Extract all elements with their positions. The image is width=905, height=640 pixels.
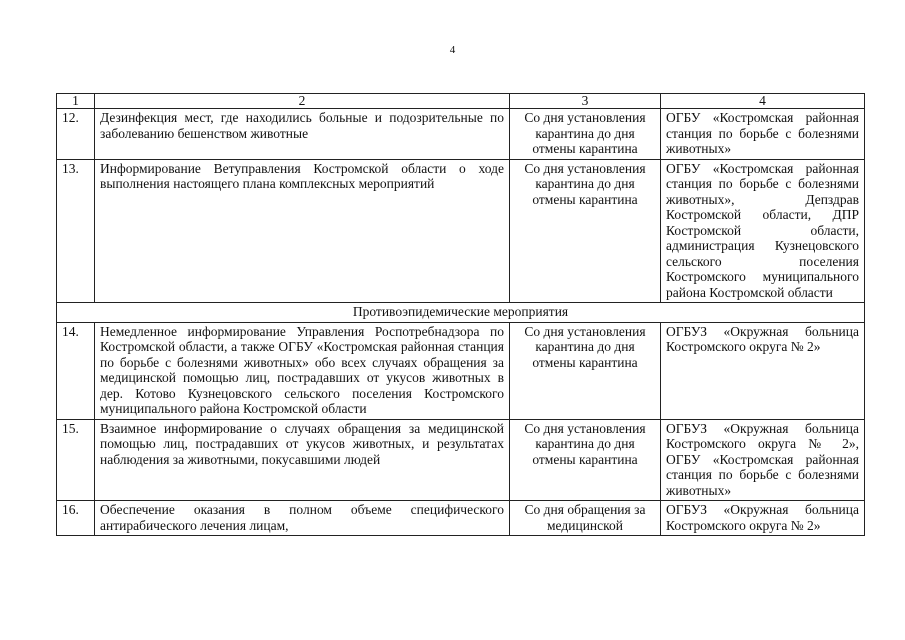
header-col-1: 1	[57, 94, 95, 109]
row-number: 12.	[57, 109, 95, 160]
row-description: Информирование Ветуправления Костромской области о ходе выполнения настоящего плана комплексных мероприятий	[95, 159, 510, 303]
row-responsible: ОГБУ «Костромская районная станция по борьбе с болезнями животных»	[661, 109, 865, 160]
table-row	[57, 322, 865, 419]
page-number: 4	[449, 44, 456, 56]
row-description: Немедленное информирование Управления Роспотребнадзора по Костромской области, а также ОГБУ «Костромская районная станция по борьбе с болезнями животных» обо всех случаях обращения за медицинской помощью лиц, пострадавших от укусов животных в дер. Котово Кузнецовского сельского поселения Костромского муниципального района Костромской области	[95, 322, 510, 419]
row-term: Со дня установления карантина до дня отмены карантина	[510, 159, 661, 303]
row-term: Со дня установления карантина до дня отмены карантина	[510, 109, 661, 160]
section-row	[57, 303, 865, 323]
row-number: 15.	[57, 419, 95, 501]
header-col-4: 4	[661, 94, 865, 109]
table-row	[57, 501, 865, 536]
row-responsible: ОГБУЗ «Окружная больница Костромского округа № 2», ОГБУ «Костромская районная станция по борьбе с болезнями животных»	[661, 419, 865, 501]
table-header-row	[57, 94, 865, 109]
table-row	[57, 159, 865, 303]
measures-table	[56, 93, 865, 536]
row-description: Взаимное информирование о случаях обращения за медицинской помощью лиц, пострадавших от укусов животных, и результатах наблюдения за животными, покусавшими людей	[95, 419, 510, 501]
row-term: Со дня обращения за медицинской	[510, 501, 661, 536]
row-term: Со дня установления карантина до дня отмены карантина	[510, 419, 661, 501]
table-row	[57, 419, 865, 501]
header-col-2: 2	[95, 94, 510, 109]
row-responsible: ОГБУ «Костромская районная станция по борьбе с болезнями животных», Депздрав Костромской области, ДПР Костромской области, администрация Кузнецовского сельского поселения Костромского муниципального района Костромской области	[661, 159, 865, 303]
row-description: Обеспечение оказания в полном объеме специфического антирабического лечения лицам,	[95, 501, 510, 536]
header-col-3: 3	[510, 94, 661, 109]
row-description: Дезинфекция мест, где находились больные и подозрительные по заболеванию бешенством животные	[95, 109, 510, 160]
row-term: Со дня установления карантина до дня отмены карантина	[510, 322, 661, 419]
table-row	[57, 109, 865, 160]
section-title: Противоэпидемические мероприятия	[57, 303, 865, 323]
row-responsible: ОГБУЗ «Окружная больница Костромского округа № 2»	[661, 322, 865, 419]
row-responsible: ОГБУЗ «Окружная больница Костромского округа № 2»	[661, 501, 865, 536]
row-number: 16.	[57, 501, 95, 536]
row-number: 13.	[57, 159, 95, 303]
row-number: 14.	[57, 322, 95, 419]
